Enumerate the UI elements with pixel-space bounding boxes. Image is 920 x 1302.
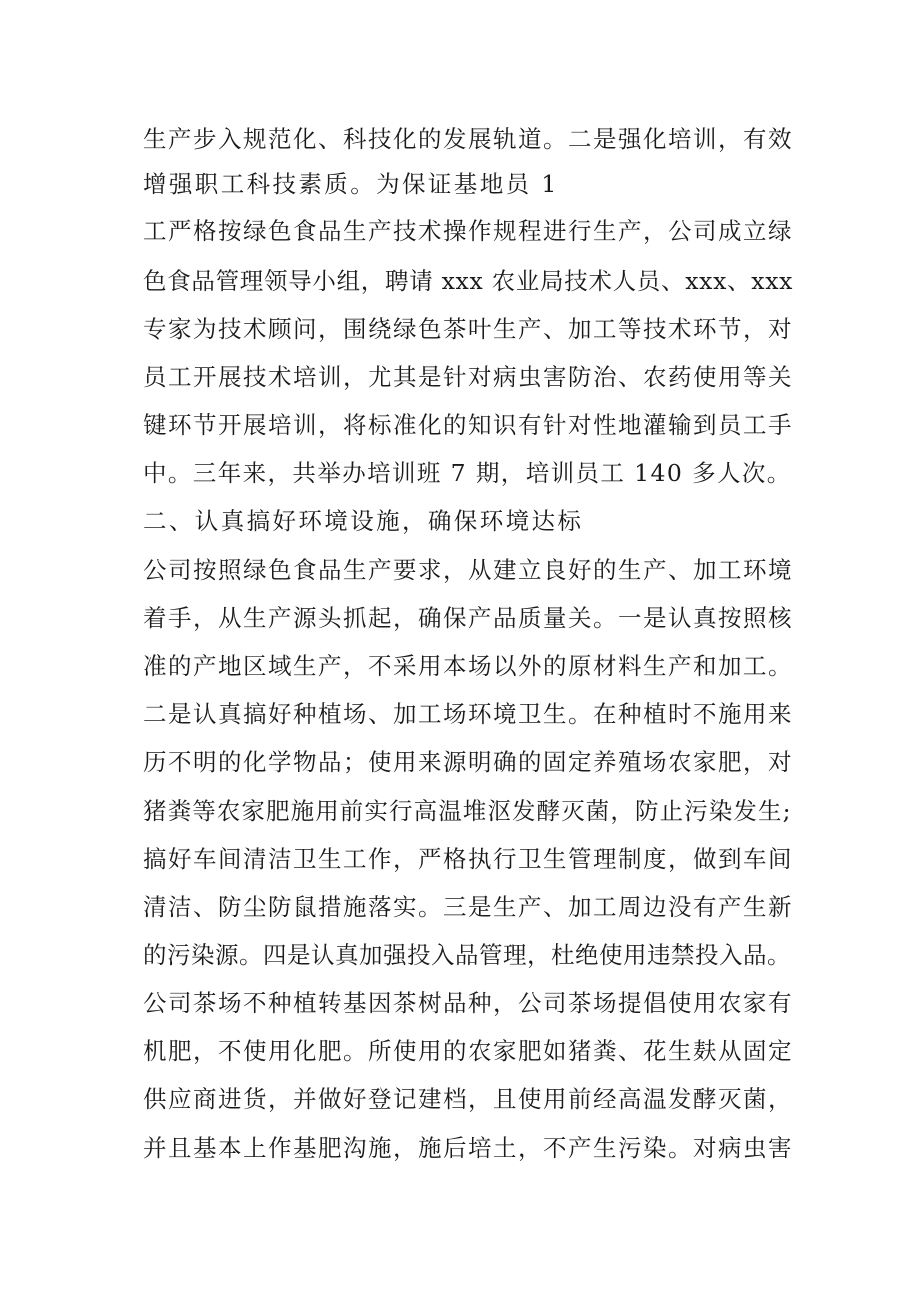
text-line: 历不明的化学物品；使用来源明确的固定养殖场农家肥，对 — [143, 748, 793, 776]
text-line: 员工开展技术培训，尤其是针对病虫害防治、农药使用等关 — [143, 363, 793, 391]
section-heading: 二、认真搞好环境设施，确保环境达标 — [143, 507, 584, 535]
text-line: 增强职工科技素质。为保证基地员 1 — [143, 170, 559, 198]
text-line: 工严格按绿色食品生产技术操作规程进行生产，公司成立绿 — [143, 217, 793, 245]
text-line: 键环节开展培训，将标准化的知识有针对性地灌输到员工手 — [143, 411, 793, 439]
text-line: 色食品管理领导小组，聘请 xxx 农业局技术人员、xxx、xxx — [143, 267, 794, 295]
text-line: 准的产地区域生产，不采用本场以外的原材料生产和加工。 — [143, 652, 793, 680]
text-line: 机肥，不使用化肥。所使用的农家肥如猪粪、花生麸从固定 — [143, 1037, 793, 1065]
text-line: 公司按照绿色食品生产要求，从建立良好的生产、加工环境 — [143, 556, 793, 584]
text-line: 猪粪等农家肥施用前实行高温堆沤发酵灭菌，防止污染发生; — [143, 797, 792, 825]
text-line: 生产步入规范化、科技化的发展轨道。二是强化培训，有效 — [143, 125, 793, 153]
text-line: 清洁、防尘防鼠措施落实。三是生产、加工周边没有产生新 — [143, 893, 793, 921]
text-line: 中。三年来，共举办培训班 7 期，培训员工 140 多人次。 — [143, 459, 792, 487]
text-line: 并且基本上作基肥沟施，施后培土，不产生污染。对病虫害 — [143, 1134, 793, 1162]
text-line: 专家为技术顾问，围绕绿色茶叶生产、加工等技术环节，对 — [143, 315, 793, 343]
text-line: 公司茶场不种植转基因茶树品种，公司茶场提倡使用农家有 — [143, 989, 793, 1017]
text-line: 着手，从生产源头抓起，确保产品质量关。一是认真按照核 — [143, 604, 793, 632]
text-line: 的污染源。四是认真加强投入品管理，杜绝使用违禁投入品。 — [143, 941, 791, 969]
text-line: 搞好车间清洁卫生工作，严格执行卫生管理制度，做到车间 — [143, 845, 793, 873]
text-line: 供应商进货，并做好登记建档，且使用前经高温发酵灭菌， — [143, 1085, 793, 1113]
text-line: 二是认真搞好种植场、加工场环境卫生。在种植时不施用来 — [143, 700, 793, 728]
